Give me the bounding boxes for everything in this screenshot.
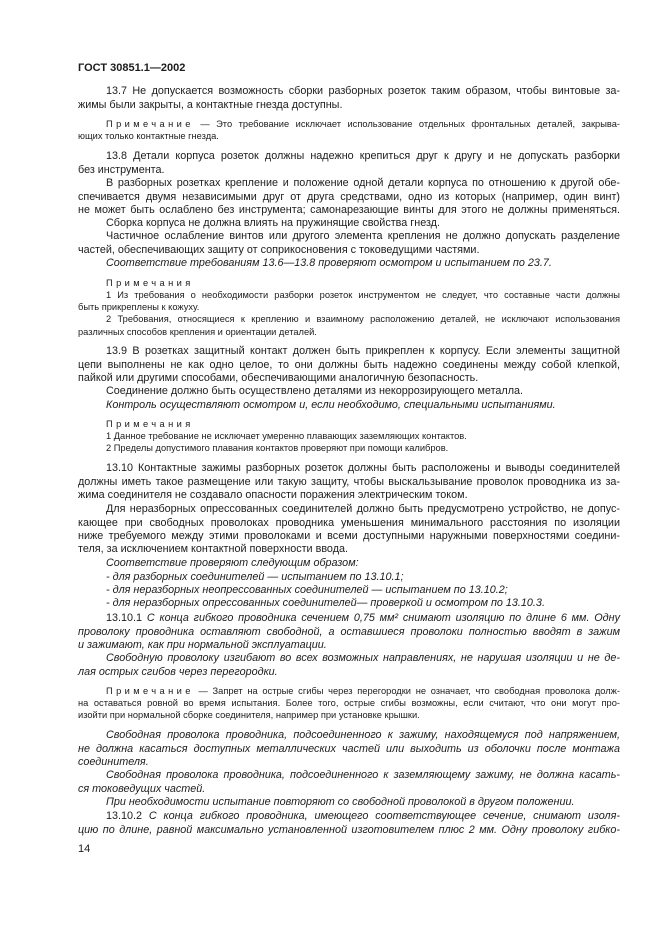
note-line: на оставаться ровной во время испытания. Более того, острые сгибы возможны, если считают, что они могут про- (78, 698, 620, 709)
compliance-intro: Соответствие проверяют следующим образом: (106, 557, 359, 570)
text-line: цию по длине, равной максимально установленной изготовителем плюс 2 мм. Одну проволоку гибко- (78, 823, 620, 836)
list-item: - для разборных соединителей — испытанием по 13.10.1; (106, 570, 404, 583)
note-text: — Запрет на острые сгибы через перегородки не означает, что свободная проволока долж- (198, 685, 620, 696)
text-line: В разборных розетках крепление и положение одной детали корпуса по отношению к другой обе- (106, 177, 620, 190)
list-item: - для неразборных опрессованных соединителей— проверкой и осмотром по 13.10.3. (106, 597, 545, 610)
note-label: Примечание (106, 119, 194, 129)
text-line: ся токоведущих частей. (78, 782, 206, 795)
notes-13-8 (78, 277, 620, 338)
note-13-7 (78, 118, 620, 142)
clause-number: 13.10.2 (106, 810, 143, 823)
text-line (78, 810, 620, 823)
clause-13-10-1-paragraph-4 (78, 769, 620, 796)
note-text: — Это требование исключает использование отдельных фронтальных деталей, закрыва- (200, 119, 620, 129)
text-line: проволоку проводника оставляют свободной, а оставшиеся проволоки полностью вводят в зажим (78, 625, 620, 638)
clause-13-10 (78, 462, 620, 502)
clause-13-8-paragraph-3 (78, 217, 620, 230)
text-line: Для неразборных опрессованных соединителей должно быть предусмотрено устройство, не допус- (106, 503, 620, 516)
notes-13-9 (78, 418, 620, 455)
note-line: изойти при нормальной сборке соединителя, например при установке крышки. (78, 710, 420, 721)
text-line: жима соединителя не создавало опасности поражения электрическим током. (78, 489, 468, 502)
note-line (78, 685, 620, 697)
clause-13-10-1-paragraph-2 (78, 652, 620, 679)
text-line: должны иметь такое размещение или такую защиту, чтобы выскальзывание проволок проводника из за- (78, 475, 620, 488)
note-line: ющих только контактные гнезда. (78, 131, 219, 142)
clause-13-10-compliance (78, 557, 620, 611)
note-item-line: 1 Из требования о необходимости разборки розеток инструментом не следует, что составные части должны (106, 290, 620, 301)
text-line: 13.8 Детали корпуса розеток должны надежно крепиться друг к другу и не допускать разборки (106, 150, 620, 163)
text-line: Свободная проволока проводника, подсоединенного к заземляющему зажиму, не должна касать- (106, 769, 620, 782)
list-item: - для неразборных неопрессованных соединителей — испытанием по 13.10.2; (106, 584, 508, 597)
clause-13-8-compliance (78, 257, 620, 270)
text-line: и зажимают, как при нормальной эксплуатации. (78, 639, 327, 652)
clause-13-9-compliance (78, 399, 620, 412)
text-line: Контроль осуществляют осмотром и, если необходимо, специальными испытаниями. (106, 399, 556, 412)
clause-13-10-1 (78, 612, 620, 652)
clause-13-8-paragraph-2 (78, 177, 620, 217)
note-item-line: 1 Данное требование не исключает умеренно плавающих заземляющих контактов. (106, 431, 467, 442)
clause-13-10-2 (78, 810, 620, 837)
text-line: частей, обеспечивающих защиту от соприкосновения с токоведущими частями. (78, 243, 480, 256)
text-line: 13.7 Не допускается возможность сборки разборных розеток таким образом, чтобы винтовые за- (106, 85, 620, 98)
text-line: Сборка корпуса не должна влиять на пружинящие свойства гнезд. (106, 217, 440, 230)
text-line (78, 612, 620, 625)
text-line: кающее при свободных проволоках проводника уменьшения минимального расстояния по изоляции (78, 516, 620, 529)
clause-13-7 (78, 85, 620, 112)
text-line: Свободная проволока проводника, подсоединенного к зажиму, находящемуся под напряжением, (106, 729, 620, 742)
text-line: не должна касаться доступных металлических частей или выходить из оболочки после монтажа (78, 742, 620, 755)
text-line: пайкой или другими способами, обеспечивающими аналогичную безопасность. (78, 372, 479, 385)
text-line: ниже требуемого между этими проволоками и всеми доступными наружными поверхностями соедини- (78, 530, 620, 543)
text-line: без инструмента. (78, 163, 165, 176)
text-line: теля, за исключением контактной поверхности ввода. (78, 543, 349, 556)
note-13-10-1 (78, 685, 620, 722)
clause-13-8-paragraph-4 (78, 230, 620, 257)
clause-text: С конца гибкого проводника сечением 0,75 мм² снимают изоляцию по длине 6 мм. Одну (146, 612, 620, 625)
clause-13-10-1-paragraph-3 (78, 729, 620, 769)
text-line: 13.9 В розетках защитный контакт должен быть прикреплен к корпусу. Если элементы защитной (106, 345, 620, 358)
text-line: не может быть ослаблено без инструмента; самонарезающие винты для этого не должны применяться. (78, 204, 620, 217)
text-line: Свободную проволоку изгибают во всех возможных направлениях, не нарушая изоляции и не де- (106, 652, 620, 665)
note-item-line: быть прикреплены к кожуху. (78, 302, 200, 313)
notes-heading: Примечания (106, 418, 194, 429)
text-line: спечивается двумя независимыми друг от друга средствами, одно из которых (например, один винт) (78, 190, 620, 203)
note-item-line: различных способов крепления и ориентации деталей. (78, 326, 317, 337)
note-line (78, 118, 620, 130)
text-line: Соответствие требованиям 13.6—13.8 проверяют осмотром и испытанием по 23.7. (106, 257, 552, 270)
clause-text: С конца гибкого проводника, имеющего соответствующее сечение, снимают изоля- (148, 810, 621, 823)
text-line: цепи выполнены не как одно целое, то они должны быть надежно соединены между собой клепкой, (78, 358, 620, 371)
notes-heading: Примечания (106, 277, 194, 288)
text-line: Частичное ослабление винтов или другого элемента крепления не должно допускать разделение (106, 230, 620, 243)
text-line: Соединение должно быть осуществлено деталями из некоррозирующего металла. (106, 385, 524, 398)
clause-13-10-1-paragraph-5 (78, 796, 620, 809)
clause-13-9-paragraph-2 (78, 385, 620, 398)
clause-13-9 (78, 345, 620, 385)
page-number: 14 (78, 843, 91, 855)
text-line: жимы были закрыты, а контактные гнезда доступны. (78, 98, 343, 111)
clause-number: 13.10.1 (106, 612, 143, 625)
text-line: 13.10 Контактные зажимы разборных розеток должны быть расположены и выводы соединителей (106, 462, 620, 475)
note-label: Примечание (106, 685, 194, 696)
text-line: соединителя. (78, 756, 149, 769)
document-header: ГОСТ 30851.1—2002 (78, 62, 186, 74)
text-line: лая острых сгибов через перегородки. (78, 665, 278, 678)
clause-13-8 (78, 150, 620, 177)
note-item-line: 2 Требования, относящиеся к креплению и взаимному расположению деталей, не исключают использования (106, 314, 620, 325)
text-line: При необходимости испытание повторяют со свободной проволокой в другом положении. (106, 796, 575, 809)
clause-13-10-paragraph-2 (78, 503, 620, 557)
note-item-line: 2 Пределы допустимого плавания контактов проверяют при помощи калибров. (106, 443, 449, 454)
